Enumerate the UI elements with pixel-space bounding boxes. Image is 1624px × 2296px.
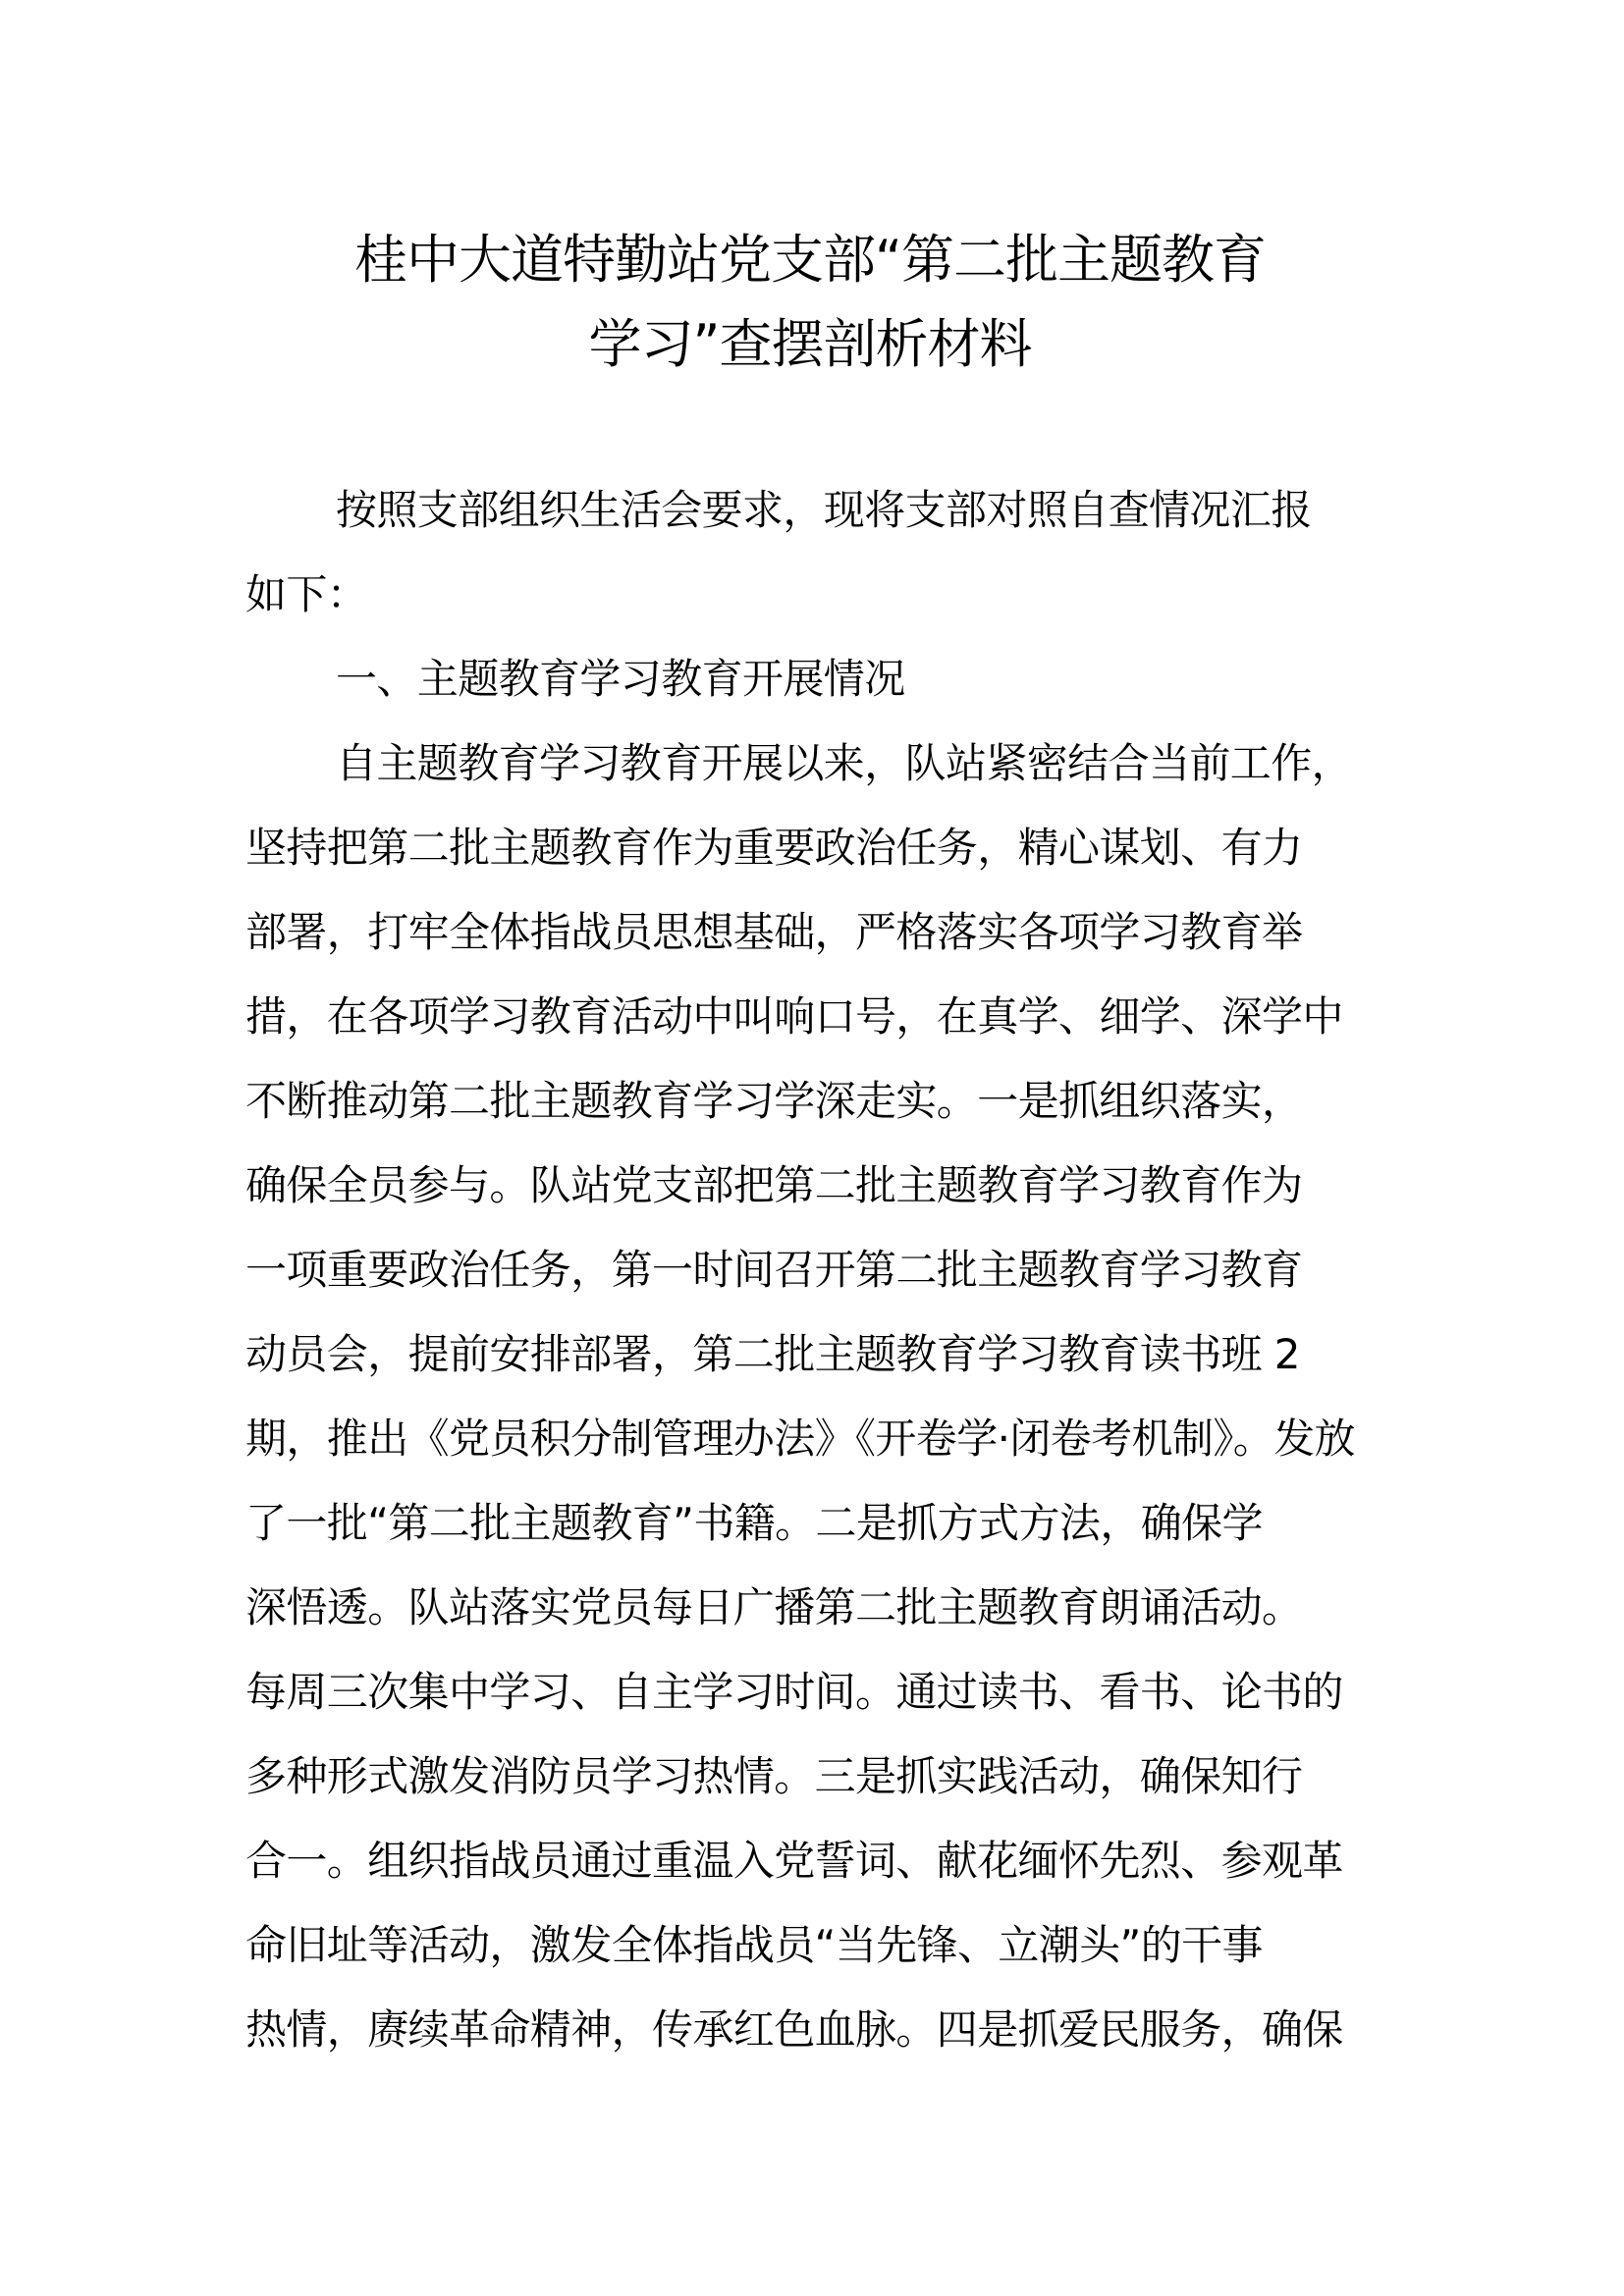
body-line: 多种形式激发消防员学习热情。三是抓实践活动，确保知行 xyxy=(245,1752,1303,1800)
body-line: 动员会，提前安排部署，第二批主题教育学习教育读书班 2 xyxy=(245,1330,1300,1378)
document-body xyxy=(245,481,1377,2085)
body-line: 坚持把第二批主题教育作为重要政治任务，精心谋划、有力 xyxy=(245,824,1303,872)
body-line: 确保全员参与。队站党支部把第二批主题教育学习教育作为 xyxy=(245,1161,1303,1209)
title-line-1: 桂中大道特勤站党支部“第二批主题教育 xyxy=(354,229,1266,291)
body-line: 一项重要政治任务，第一时间召开第二批主题教育学习教育 xyxy=(245,1246,1303,1294)
body-line: 措，在各项学习教育活动中叫响口号，在真学、细学、深学中 xyxy=(245,992,1343,1041)
body-line: 不断推动第二批主题教育学习学深走实。一是抓组织落实， xyxy=(245,1077,1303,1125)
body-line: 部署，打牢全体指战员思想基础，严格落实各项学习教育举 xyxy=(245,908,1303,956)
body-line: 命旧址等活动，激发全体指战员“当先锋、立潮头”的干事 xyxy=(245,1921,1263,1969)
body-line: 如下： xyxy=(245,570,368,618)
document-title xyxy=(245,218,1375,387)
body-line: 期，推出《党员积分制管理办法》《开卷学·闭卷考机制》。发放 xyxy=(245,1415,1355,1463)
body-line: 合一。组织指战员通过重温入党誓词、献花缅怀先烈、参观革 xyxy=(245,1837,1343,1885)
title-line-2: 学习”查摆剖析材料 xyxy=(588,313,1032,375)
body-line: 了一批“第二批主题教育”书籍。二是抓方式方法，确保学 xyxy=(245,1499,1263,1547)
body-line: 深悟透。队站落实党员每日广播第二批主题教育朗诵活动。 xyxy=(245,1583,1303,1631)
body-line: 每周三次集中学习、自主学习时间。通过读书、看书、论书的 xyxy=(245,1668,1343,1716)
body-line: 热情，赓续革命精神，传承红色血脉。四是抓爱民服务，确保 xyxy=(245,2005,1343,2054)
body-line: 按照支部组织生活会要求，现将支部对照自查情况汇报 xyxy=(336,486,1312,534)
section-heading: 一、主题教育学习教育开展情况 xyxy=(336,655,905,703)
body-line: 自主题教育学习教育开展以来，队站紧密结合当前工作， xyxy=(336,739,1353,787)
